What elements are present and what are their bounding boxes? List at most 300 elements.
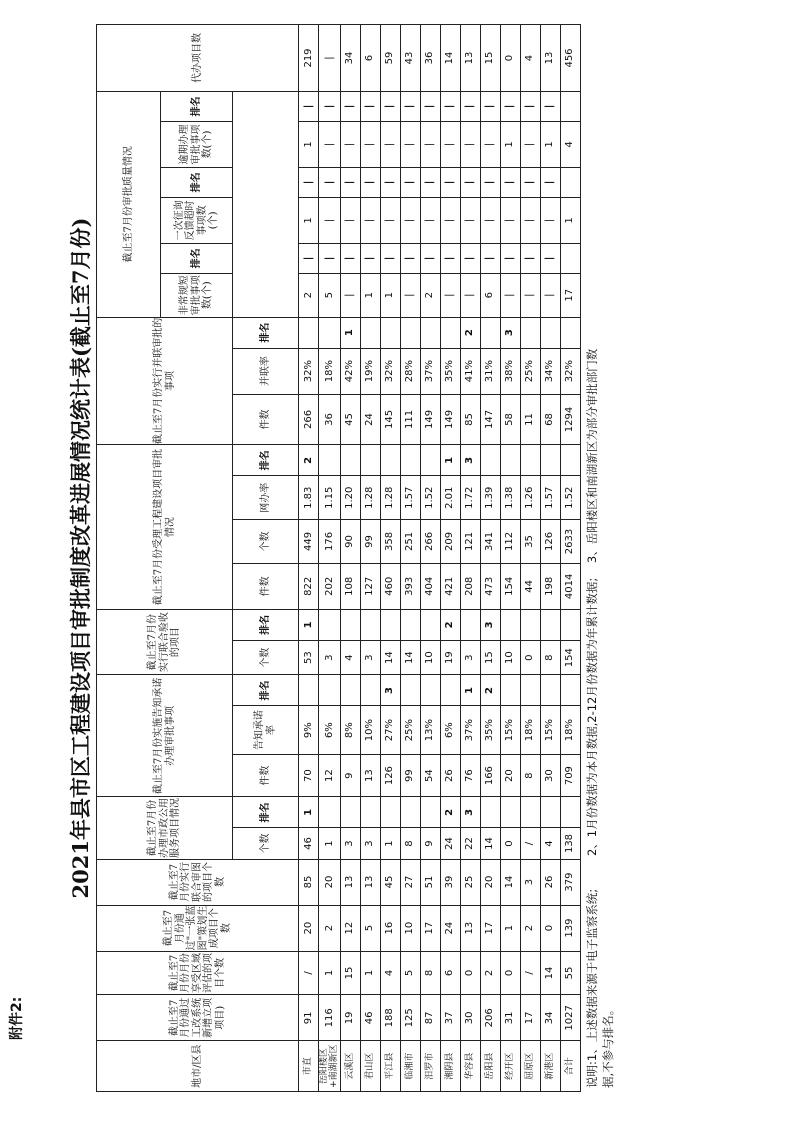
cell-q2-rk: | bbox=[520, 167, 540, 197]
cell-b-rk bbox=[380, 317, 400, 348]
header-rank: 排名 bbox=[233, 609, 299, 640]
cell-q3-rk: | bbox=[500, 92, 520, 122]
cell-n-cnt: 76 bbox=[460, 754, 480, 797]
note-1: 说明:1、上述数据来源于电子监察系统; bbox=[584, 888, 599, 1088]
cell-m-cnt: 24 bbox=[440, 828, 460, 859]
cell-b-rk bbox=[540, 317, 560, 348]
cell-p-on: 126 bbox=[540, 520, 560, 564]
cell-q3: 1 bbox=[500, 121, 520, 167]
cell-c2: / bbox=[520, 951, 540, 995]
cell-c3: 10 bbox=[400, 905, 420, 951]
cell-q1-rk: | bbox=[340, 243, 360, 273]
cell-p-rk bbox=[560, 445, 580, 476]
cell-q3-rk: | bbox=[440, 92, 460, 122]
cell-b-rk: 1 bbox=[340, 317, 360, 348]
cell-m-cnt: 3 bbox=[360, 828, 380, 859]
cell-a-rk: 2 bbox=[440, 609, 460, 640]
cell-q1: 5 bbox=[319, 273, 341, 317]
cell-b-rk: 2 bbox=[460, 317, 480, 348]
cell-p-rate: 1.52 bbox=[560, 476, 580, 520]
cell-q3-rk: | bbox=[380, 92, 400, 122]
cell-c2: 8 bbox=[420, 951, 440, 995]
cell-b-rate: 37% bbox=[420, 348, 440, 394]
cell-q3-rk bbox=[560, 92, 580, 122]
cell-q2: | bbox=[420, 197, 440, 243]
cell-p-on: 112 bbox=[500, 520, 520, 564]
cell-p-rk bbox=[360, 445, 380, 476]
cell-q1-rk: | bbox=[440, 243, 460, 273]
header-proxy-count: 代办项目数 bbox=[97, 25, 299, 92]
cell-proxy: | bbox=[319, 25, 341, 92]
cell-c3: 16 bbox=[380, 905, 400, 951]
cell-m-rk bbox=[560, 797, 580, 828]
cell-p-on: 90 bbox=[340, 520, 360, 564]
cell-q1-rk: | bbox=[299, 243, 319, 273]
header-quality-q2: 一次征询反馈超时事项数(个) bbox=[161, 197, 233, 243]
cell-c2: 15 bbox=[340, 951, 360, 995]
cell-a-rk bbox=[520, 609, 540, 640]
cell-q1: 17 bbox=[560, 273, 580, 317]
cell-q1: 2 bbox=[420, 273, 440, 317]
cell-q1: 1 bbox=[380, 273, 400, 317]
cell-c1: 31 bbox=[500, 995, 520, 1041]
cell-m-cnt: 46 bbox=[299, 828, 319, 859]
cell-c4: 13 bbox=[360, 859, 380, 905]
cell-q3: | bbox=[520, 121, 540, 167]
header-parallel-approval: 截止至7月份实行并联审批的事项 bbox=[97, 317, 233, 445]
cell-q2-rk: | bbox=[460, 167, 480, 197]
cell-q3: | bbox=[480, 121, 500, 167]
cell-proxy: 0 bbox=[500, 25, 520, 92]
cell-n-rk bbox=[420, 675, 440, 706]
header-joint-acceptance: 截止至7月份实行联合验收的项目 bbox=[97, 609, 233, 675]
cell-p-rate: 1.52 bbox=[420, 476, 440, 520]
cell-proxy: 456 bbox=[560, 25, 580, 92]
cell-m-cnt: 1 bbox=[380, 828, 400, 859]
cell-c1: 116 bbox=[319, 995, 341, 1041]
cell-n-rate: 6% bbox=[440, 706, 460, 754]
cell-c3: 24 bbox=[440, 905, 460, 951]
table-row bbox=[540, 25, 560, 1092]
cell-a-rk bbox=[460, 609, 480, 640]
note-2: 2、1月份数据为本月数据,2-12月份数据为年累计数据; bbox=[584, 577, 599, 857]
cell-c1: 206 bbox=[480, 995, 500, 1041]
cell-a-cnt: 8 bbox=[540, 640, 560, 675]
cell-n-rate: 27% bbox=[380, 706, 400, 754]
cell-q2-rk: | bbox=[400, 167, 420, 197]
cell-m-cnt: 1 bbox=[319, 828, 341, 859]
cell-n-rate: 18% bbox=[560, 706, 580, 754]
cell-c1: 87 bbox=[420, 995, 440, 1041]
cell-q1-rk: | bbox=[360, 243, 380, 273]
header-new-projects: 截止至7月份通过工改系统新增立项项目) bbox=[97, 995, 299, 1041]
cell-c2: 5 bbox=[400, 951, 420, 995]
cell-q2-rk: | bbox=[540, 167, 560, 197]
cell-q2: | bbox=[540, 197, 560, 243]
cell-q2: 1 bbox=[299, 197, 319, 243]
cell-q2-rk: | bbox=[299, 167, 319, 197]
cell-b-rate: 18% bbox=[319, 348, 341, 394]
table-row bbox=[520, 25, 540, 1092]
header-pieces: 件数 bbox=[233, 394, 299, 445]
cell-m-rk: 2 bbox=[440, 797, 460, 828]
note-3: 3、岳阳楼区和南湖新区为部分审批部门数 bbox=[584, 348, 599, 564]
cell-q3-rk: | bbox=[460, 92, 480, 122]
attachment-label: 附件2: bbox=[9, 996, 25, 1040]
cell-b-rate: 38% bbox=[500, 348, 520, 394]
cell-m-rk bbox=[340, 797, 360, 828]
cell-b-cnt: 1294 bbox=[560, 394, 580, 445]
cell-c2: 4 bbox=[380, 951, 400, 995]
cell-region: 新港区 bbox=[540, 1041, 560, 1092]
cell-q1-rk: | bbox=[520, 243, 540, 273]
cell-n-cnt: 13 bbox=[360, 754, 380, 797]
cell-n-cnt: 70 bbox=[299, 754, 319, 797]
cell-b-rate: 42% bbox=[340, 348, 360, 394]
cell-c4: 26 bbox=[540, 859, 560, 905]
cell-b-rate: 28% bbox=[400, 348, 420, 394]
cell-n-rk bbox=[319, 675, 341, 706]
cell-n-rk bbox=[520, 675, 540, 706]
cell-q1-rk: | bbox=[380, 243, 400, 273]
cell-a-rk: 1 bbox=[299, 609, 319, 640]
cell-p-cnt: 127 bbox=[360, 563, 380, 609]
cell-c4: 20 bbox=[480, 859, 500, 905]
cell-q3: | bbox=[360, 121, 380, 167]
cell-proxy: 43 bbox=[400, 25, 420, 92]
cell-c4: 13 bbox=[340, 859, 360, 905]
cell-b-cnt: 24 bbox=[360, 394, 380, 445]
cell-region: 经开区 bbox=[500, 1041, 520, 1092]
cell-q1: 2 bbox=[299, 273, 319, 317]
cell-a-rk bbox=[420, 609, 440, 640]
cell-m-rk bbox=[319, 797, 341, 828]
cell-p-cnt: 4014 bbox=[560, 563, 580, 609]
cell-p-on: 341 bbox=[480, 520, 500, 564]
cell-q1-rk bbox=[560, 243, 580, 273]
cell-n-rk bbox=[440, 675, 460, 706]
cell-proxy: 34 bbox=[340, 25, 360, 92]
cell-c4: 25 bbox=[460, 859, 480, 905]
cell-c4: 3 bbox=[520, 859, 540, 905]
cell-m-cnt: 3 bbox=[340, 828, 360, 859]
cell-b-rk bbox=[560, 317, 580, 348]
cell-b-rk: 3 bbox=[500, 317, 520, 348]
cell-a-rk bbox=[500, 609, 520, 640]
cell-b-cnt: 85 bbox=[460, 394, 480, 445]
cell-q3: 1 bbox=[299, 121, 319, 167]
cell-b-cnt: 149 bbox=[440, 394, 460, 445]
cell-c4: 14 bbox=[500, 859, 520, 905]
cell-c3: 13 bbox=[460, 905, 480, 951]
cell-q2: | bbox=[319, 197, 341, 243]
cell-q2-rk: | bbox=[440, 167, 460, 197]
cell-p-on: 35 bbox=[520, 520, 540, 564]
cell-n-rate: 37% bbox=[460, 706, 480, 754]
cell-p-rk: 3 bbox=[460, 445, 480, 476]
cell-a-cnt: 4 bbox=[340, 640, 360, 675]
cell-m-cnt: 14 bbox=[480, 828, 500, 859]
cell-q3-rk: | bbox=[540, 92, 560, 122]
cell-m-rk bbox=[380, 797, 400, 828]
header-pieces: 件数 bbox=[233, 754, 299, 797]
cell-p-rk: 1 bbox=[440, 445, 460, 476]
cell-b-rk bbox=[520, 317, 540, 348]
header-online-rate: 网办率 bbox=[233, 476, 299, 520]
header-regional-assessment: 截止至7月份月份享受区域评估的项目个数 bbox=[97, 951, 299, 995]
cell-a-cnt: 10 bbox=[420, 640, 440, 675]
header-count: 个数 bbox=[233, 640, 299, 675]
cell-m-rk bbox=[540, 797, 560, 828]
cell-q3: 1 bbox=[540, 121, 560, 167]
cell-proxy: 13 bbox=[540, 25, 560, 92]
cell-b-cnt: 58 bbox=[500, 394, 520, 445]
header-online-count: 个数 bbox=[233, 520, 299, 564]
cell-n-cnt: 9 bbox=[340, 754, 360, 797]
cell-p-rk bbox=[540, 445, 560, 476]
header-quality-q3: 逾期办理审批事项数(个) bbox=[161, 121, 233, 167]
header-rank: 排名 bbox=[161, 167, 233, 197]
table-row bbox=[340, 25, 360, 1092]
cell-m-cnt: 9 bbox=[420, 828, 440, 859]
header-notify-commit: 截止至7月份实施告知承诺办理审批事项 bbox=[97, 675, 233, 797]
cell-c1: 17 bbox=[520, 995, 540, 1041]
cell-region: 湘阴县 bbox=[440, 1041, 460, 1092]
cell-n-cnt: 20 bbox=[500, 754, 520, 797]
cell-p-rk bbox=[500, 445, 520, 476]
cell-c2: / bbox=[299, 951, 319, 995]
cell-q2: | bbox=[380, 197, 400, 243]
cell-q3: | bbox=[319, 121, 341, 167]
cell-p-rk bbox=[319, 445, 341, 476]
cell-b-cnt: 45 bbox=[340, 394, 360, 445]
cell-p-rk bbox=[380, 445, 400, 476]
cell-b-rk bbox=[480, 317, 500, 348]
cell-c2: 1 bbox=[360, 951, 380, 995]
cell-b-cnt: 11 bbox=[520, 394, 540, 445]
table-body bbox=[299, 25, 581, 1092]
cell-p-rk bbox=[340, 445, 360, 476]
cell-p-on: 358 bbox=[380, 520, 400, 564]
cell-p-rate: 1.57 bbox=[400, 476, 420, 520]
cell-c1: 1027 bbox=[560, 995, 580, 1041]
cell-p-rate: 1.15 bbox=[319, 476, 341, 520]
cell-c2: 14 bbox=[540, 951, 560, 995]
cell-a-rk bbox=[319, 609, 341, 640]
cell-c1: 19 bbox=[340, 995, 360, 1041]
table-row bbox=[319, 25, 341, 1092]
header-quality: 截止至7月份审批质量情况 bbox=[97, 92, 161, 318]
cell-c4: 27 bbox=[400, 859, 420, 905]
table-row bbox=[440, 25, 460, 1092]
cell-m-cnt: 22 bbox=[460, 828, 480, 859]
cell-a-cnt: 19 bbox=[440, 640, 460, 675]
cell-p-cnt: 393 bbox=[400, 563, 420, 609]
cell-p-rate: 2.01 bbox=[440, 476, 460, 520]
cell-q3-rk: | bbox=[420, 92, 440, 122]
cell-c3: 139 bbox=[560, 905, 580, 951]
cell-a-cnt: 3 bbox=[319, 640, 341, 675]
cell-region: 君山区 bbox=[360, 1041, 380, 1092]
header-project-approval: 截止至7月份受理工程建设项目审批情况 bbox=[97, 445, 233, 610]
cell-m-cnt: 4 bbox=[540, 828, 560, 859]
cell-b-rate: 35% bbox=[440, 348, 460, 394]
cell-n-cnt: 8 bbox=[520, 754, 540, 797]
cell-p-cnt: 198 bbox=[540, 563, 560, 609]
cell-p-on: 176 bbox=[319, 520, 341, 564]
cell-c3: 17 bbox=[480, 905, 500, 951]
cell-n-rate: 8% bbox=[340, 706, 360, 754]
cell-q2-rk: | bbox=[480, 167, 500, 197]
cell-b-rk bbox=[400, 317, 420, 348]
cell-n-rate: 6% bbox=[319, 706, 341, 754]
table-row bbox=[360, 25, 380, 1092]
cell-n-rate: 18% bbox=[520, 706, 540, 754]
cell-q1-rk: | bbox=[319, 243, 341, 273]
cell-m-rk bbox=[360, 797, 380, 828]
cell-p-cnt: 473 bbox=[480, 563, 500, 609]
cell-b-rate: 32% bbox=[380, 348, 400, 394]
cell-n-cnt: 99 bbox=[400, 754, 420, 797]
cell-b-cnt: 68 bbox=[540, 394, 560, 445]
table-row bbox=[500, 25, 520, 1092]
cell-q2: | bbox=[480, 197, 500, 243]
cell-c1: 91 bbox=[299, 995, 319, 1041]
cell-c1: 188 bbox=[380, 995, 400, 1041]
cell-n-rk bbox=[500, 675, 520, 706]
cell-p-on: 2633 bbox=[560, 520, 580, 564]
cell-a-cnt: 15 bbox=[480, 640, 500, 675]
cell-q2: | bbox=[440, 197, 460, 243]
cell-p-cnt: 44 bbox=[520, 563, 540, 609]
cell-c3: 12 bbox=[340, 905, 360, 951]
header-parallel-rate: 并联率 bbox=[233, 348, 299, 394]
cell-c3: 0 bbox=[540, 905, 560, 951]
cell-q1: | bbox=[340, 273, 360, 317]
cell-region: 汨罗市 bbox=[420, 1041, 440, 1092]
cell-m-rk bbox=[420, 797, 440, 828]
cell-c4: 379 bbox=[560, 859, 580, 905]
cell-q3-rk: | bbox=[299, 92, 319, 122]
cell-q3: | bbox=[420, 121, 440, 167]
cell-c3: 5 bbox=[360, 905, 380, 951]
cell-n-rk: 1 bbox=[460, 675, 480, 706]
cell-region: 合计 bbox=[560, 1041, 580, 1092]
cell-q1-rk: | bbox=[460, 243, 480, 273]
cell-region: 屈原区 bbox=[520, 1041, 540, 1092]
cell-q2-rk: | bbox=[319, 167, 341, 197]
cell-c4: 85 bbox=[299, 859, 319, 905]
cell-q2-rk: | bbox=[360, 167, 380, 197]
cell-b-cnt: 266 bbox=[299, 394, 319, 445]
table-row bbox=[299, 25, 319, 1092]
cell-region: 平江县 bbox=[380, 1041, 400, 1092]
cell-p-on: 209 bbox=[440, 520, 460, 564]
cell-c4: 39 bbox=[440, 859, 460, 905]
cell-c3: 2 bbox=[520, 905, 540, 951]
cell-m-rk: 1 bbox=[299, 797, 319, 828]
cell-p-cnt: 154 bbox=[500, 563, 520, 609]
cell-n-rate: 9% bbox=[299, 706, 319, 754]
cell-m-rk bbox=[520, 797, 540, 828]
cell-c2: 6 bbox=[440, 951, 460, 995]
header-municipal-service: 截止至7月份办理市政公用服务项目情况 bbox=[97, 797, 233, 859]
cell-q1: | bbox=[440, 273, 460, 317]
cell-q3: | bbox=[400, 121, 420, 167]
cell-n-rk bbox=[540, 675, 560, 706]
cell-b-rk bbox=[319, 317, 341, 348]
header-rank: 排名 bbox=[161, 92, 233, 122]
cell-b-rate: 25% bbox=[520, 348, 540, 394]
cell-b-cnt: 145 bbox=[380, 394, 400, 445]
cell-p-rk bbox=[480, 445, 500, 476]
header-rank: 排名 bbox=[233, 445, 299, 476]
cell-q2: | bbox=[400, 197, 420, 243]
header-region: 地市/区县 bbox=[97, 1041, 299, 1092]
cell-p-cnt: 421 bbox=[440, 563, 460, 609]
cell-a-cnt: 14 bbox=[380, 640, 400, 675]
cell-region: 岳阳楼区+南湖新区 bbox=[319, 1041, 341, 1092]
cell-p-rate: 1.28 bbox=[360, 476, 380, 520]
cell-q3-rk: | bbox=[480, 92, 500, 122]
cell-p-on: 251 bbox=[400, 520, 420, 564]
header-rank: 排名 bbox=[233, 797, 299, 828]
cell-c4: 20 bbox=[319, 859, 341, 905]
cell-p-rk bbox=[520, 445, 540, 476]
cell-q2: | bbox=[460, 197, 480, 243]
cell-q1-rk: | bbox=[420, 243, 440, 273]
cell-n-cnt: 166 bbox=[480, 754, 500, 797]
cell-q3-rk: | bbox=[520, 92, 540, 122]
cell-b-cnt: 111 bbox=[400, 394, 420, 445]
cell-a-cnt: 154 bbox=[560, 640, 580, 675]
cell-n-cnt: 709 bbox=[560, 754, 580, 797]
header-joint-review: 截止至7月份实行联合审图的项目个数 bbox=[97, 859, 299, 905]
cell-m-cnt: 138 bbox=[560, 828, 580, 859]
header-rank: 排名 bbox=[233, 675, 299, 706]
cell-p-rk bbox=[400, 445, 420, 476]
cell-n-rate: 25% bbox=[400, 706, 420, 754]
cell-n-rk bbox=[360, 675, 380, 706]
cell-p-rate: 1.20 bbox=[340, 476, 360, 520]
table-row bbox=[480, 25, 500, 1092]
statistics-table bbox=[96, 24, 581, 1092]
cell-q1-rk: | bbox=[480, 243, 500, 273]
cell-m-rk bbox=[500, 797, 520, 828]
cell-proxy: 15 bbox=[480, 25, 500, 92]
cell-p-cnt: 208 bbox=[460, 563, 480, 609]
header-count: 个数 bbox=[233, 828, 299, 859]
cell-c2: 55 bbox=[560, 951, 580, 995]
cell-q3: | bbox=[380, 121, 400, 167]
cell-p-rate: 1.83 bbox=[299, 476, 319, 520]
cell-n-rate: 13% bbox=[420, 706, 440, 754]
cell-m-rk bbox=[480, 797, 500, 828]
cell-a-rk bbox=[340, 609, 360, 640]
cell-a-cnt: 3 bbox=[360, 640, 380, 675]
cell-proxy: 4 bbox=[520, 25, 540, 92]
cell-q1: 1 bbox=[360, 273, 380, 317]
cell-q2: | bbox=[500, 197, 520, 243]
cell-n-cnt: 54 bbox=[420, 754, 440, 797]
header-rank: 排名 bbox=[161, 243, 233, 273]
cell-region: 临湘市 bbox=[400, 1041, 420, 1092]
cell-q2-rk: | bbox=[380, 167, 400, 197]
cell-c3: 2 bbox=[319, 905, 341, 951]
cell-b-rk bbox=[440, 317, 460, 348]
cell-region: 市直 bbox=[299, 1041, 319, 1092]
cell-q3-rk: | bbox=[360, 92, 380, 122]
